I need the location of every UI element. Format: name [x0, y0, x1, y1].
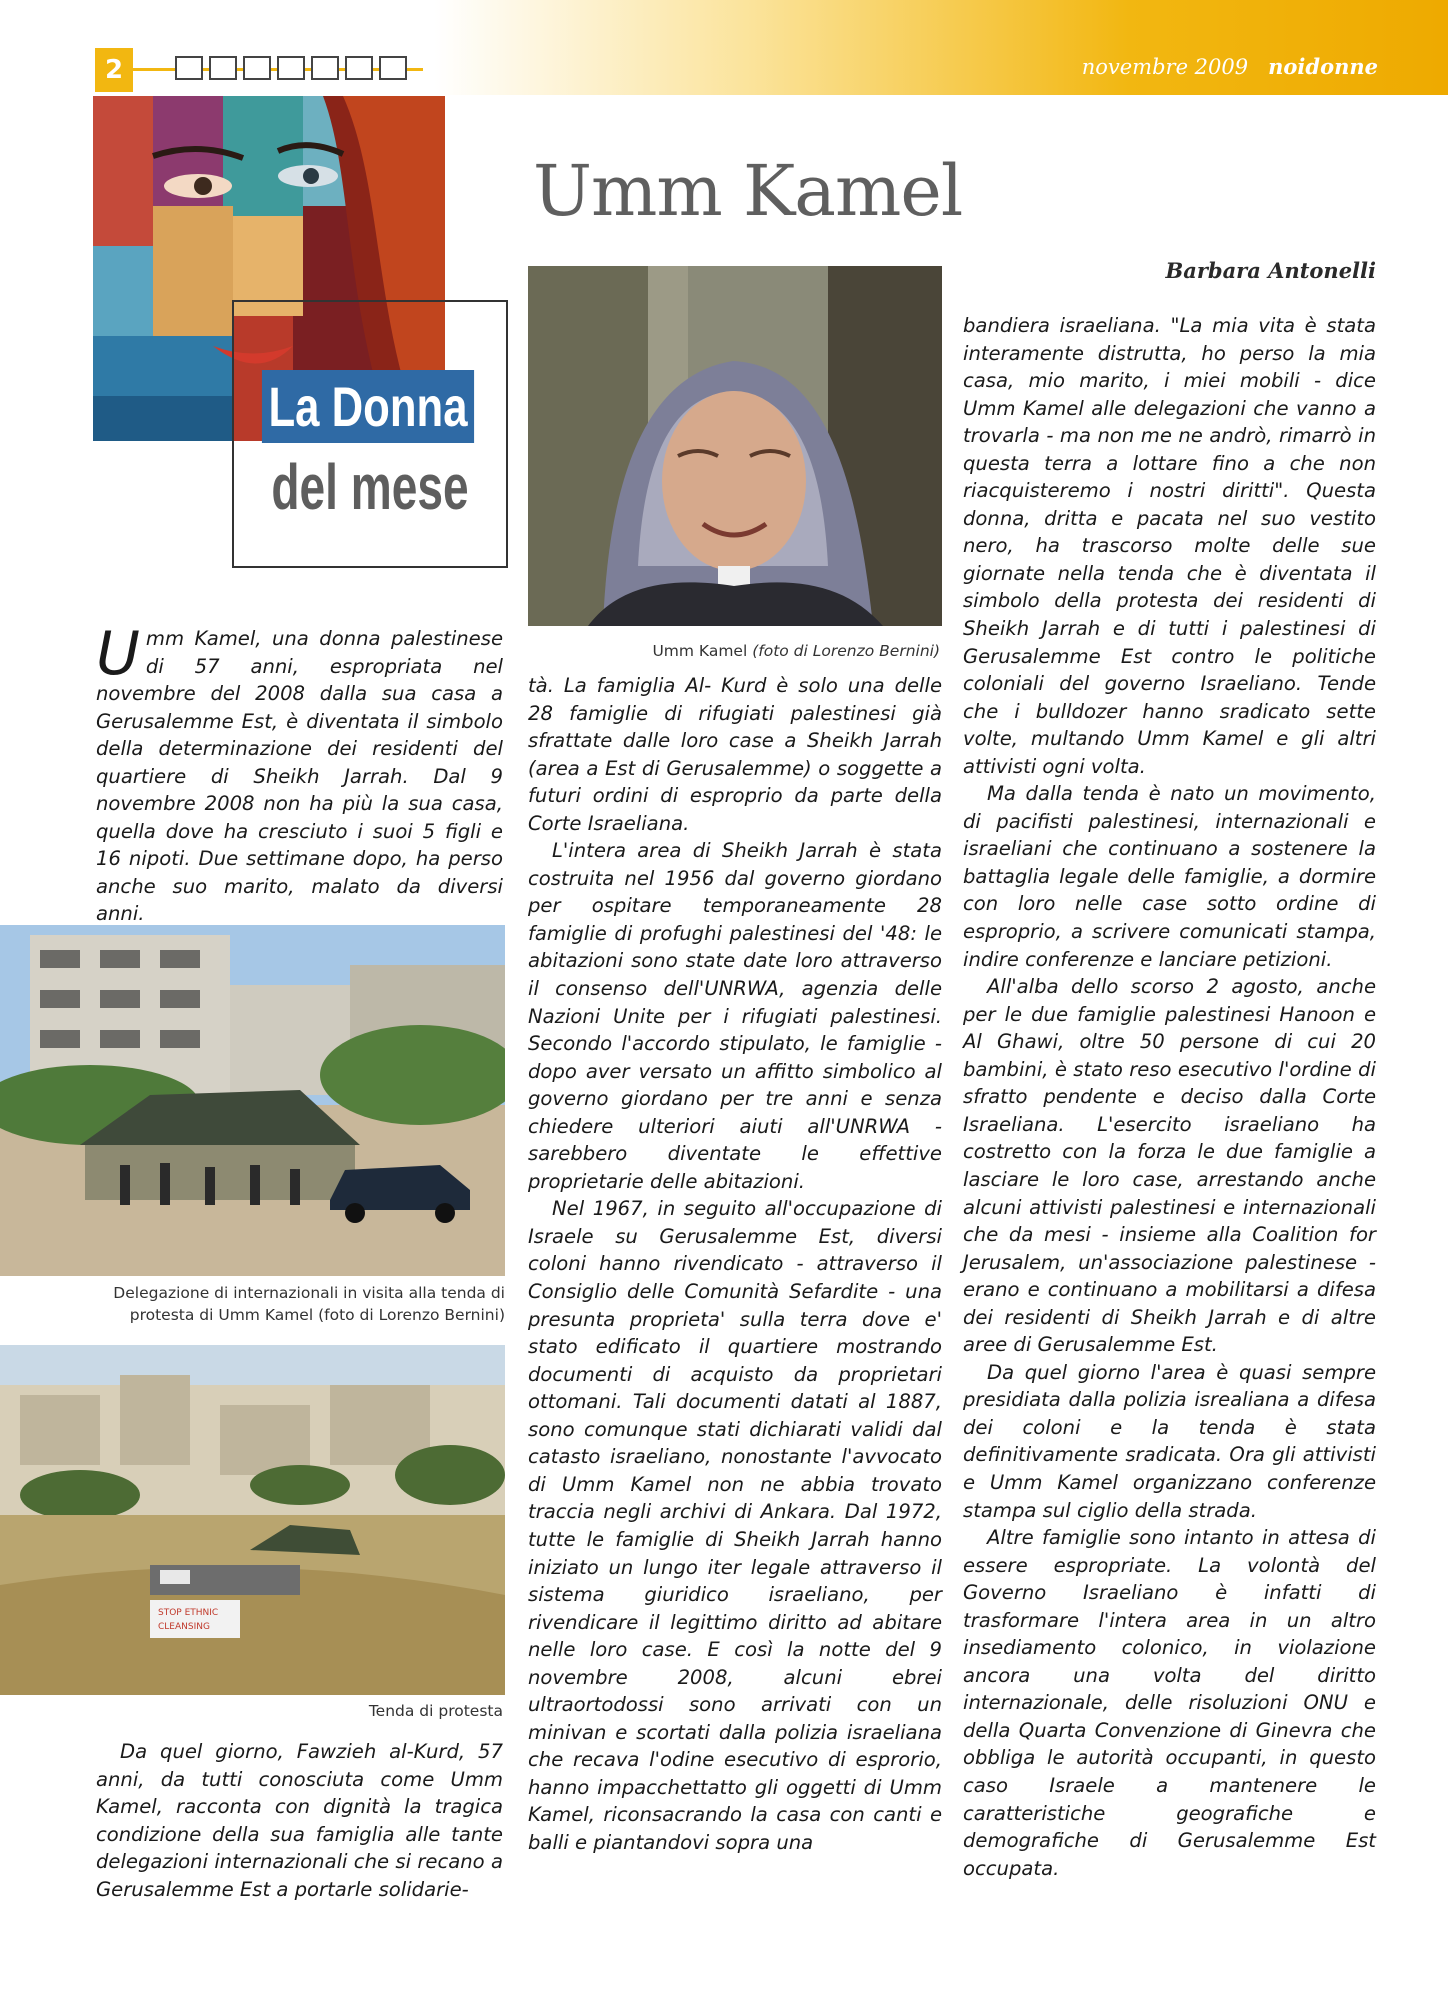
header-issue-info: [1082, 54, 1378, 79]
photo-protest-tent: [0, 1345, 505, 1695]
photo-caption-umm-kamel: [540, 640, 940, 662]
paragraph: bandiera israeliana. "La mia vita è stata interamente distrutta, ho perso la mia casa, mio marito, i miei mobili - dice Umm Kamel alle delegazioni che vanno a trovarla - ma non me ne andrò, rimarrò in questa terra a lottare fino a che non riacquisteremo i nostri diritti". Questa donna, dritta e pacata nel suo vestito nero, ha trascorso molte delle sue giornate nella tenda che è diventata il simbolo della protesta dei residenti di Sheikh Jarrah e di tutti i palestinesi di Gerusalemme Est contro le politiche coloniali del governo Israeliano. Tende che i bulldozer hanno sradicato sette volte, multando Umm Kamel e gli altri attivisti ogni volta.: [963, 314, 1376, 778]
drop-cap: U: [96, 619, 140, 689]
paragraph: All'alba dello scorso 2 agosto, anche per le due famiglie palestinesi Hanoon e Al Ghawi, oltre 50 persone di cui 20 bambini, è stato reso esecutivo l'ordine di sfratto pendente e deciso dalla Corte Israeliana. L'esercito israeliano ha costretto con la forza le due famiglie a lasciare le loro case, arrestando anche alcuni attivisti palestinesi e internazionali che da mesi - insieme alla Coalition for Jerusalem, un'associazione palestinese - erano e continuano a mobilitarsi a difesa dei residenti di Sheikh Jarrah e di altre aree di Gerusalemme Est.: [963, 975, 1376, 1357]
issue-date: novembre 2009: [1081, 55, 1249, 79]
feature-badge-subtitle: del mese: [271, 451, 469, 523]
article-title: Umm Kamel: [533, 150, 963, 232]
caption-delegation-line1: Delegazione di internazionali in visita alla tenda di: [113, 1284, 505, 1302]
feature-badge-title: La Donna: [262, 370, 474, 443]
caption-delegation-line2: protesta di Umm Kamel (foto di Lorenzo Bernini): [129, 1306, 505, 1324]
article-column-2: [528, 672, 942, 1857]
photo-delegation-tent: [0, 925, 505, 1276]
paragraph: Nel 1967, in seguito all'occupazione di Israele su Gerusalemme Est, diversi coloni hanno rivendicato - attraverso il Consiglio delle Comunità Sefardite - una presunta proprieta' sulla terra dove e' stato edificato il quartiere mostrando documenti di acquisto da proprietari ottomani. Tali documenti datati al 1887, sono comunque stati dichiarati validi dal catasto israeliano, nonostante l'avvocato di Umm Kamel non ne abbia trovato traccia negli archivi di Ankara. Dal 1972, tutte le famiglie di Sheikh Jarrah hanno iniziato un lungo iter legale attraverso il sistema giuridico israeliano, per rivendicare il legittimo diritto ad abitare nelle loro case. E così la notte del 9 novembre 2008, alcuni ebrei ultraortodossi sono arrivati con un minivan e scortati dalla polizia israeliana che recava l'odine esecutivo di esprorio, hanno impacchettatto gli oggetti di Umm Kamel, riconsacrando la casa con canti e balli e piantandovi sopra una: [528, 1197, 942, 1854]
section-boxes-ornament: [175, 56, 407, 80]
article-column-1: [96, 1738, 503, 1903]
paragraph: L'intera area di Sheikh Jarrah è stata costruita nel 1956 dal governo giordano per ospitare temporaneamente 28 famiglie di profughi palestinesi del '48: le abitazioni sono state date loro attraverso il consenso dell'UNRWA, agenzia delle Nazioni Unite per i rifugiati palestinesi. Secondo l'accordo stipulato, le famiglie - dopo aver versato un affitto simbolico al governo giordano per tre anni e senza chiedere ulteriori aiuti all'UNRWA - sarebbero diventate le effettive proprietarie delle abitazioni.: [528, 839, 942, 1193]
page-number: 2: [95, 48, 133, 92]
caption-credit: (foto di Lorenzo Bernini): [752, 642, 940, 660]
byline: Barbara Antonelli: [1165, 258, 1376, 283]
paragraph: Da quel giorno, Fawzieh al-Kurd, 57 anni, da tutti conosciuta come Umm Kamel, racconta con dignità la tragica condizione della sua famiglia alle tante delegazioni internazionali che si recano a Gerusalemme Est a portarle solidarie-: [96, 1740, 503, 1901]
photo-caption-delegation: [40, 1282, 505, 1326]
magazine-name: noidonne: [1268, 54, 1378, 79]
header-band: [0, 0, 1448, 95]
photo-umm-kamel: [528, 266, 942, 626]
intro-text: mm Kamel, una donna palestinese di 57 anni, espropriata nel novembre del 2008 dalla sua casa a Gerusalemme Est, è diventata il simbolo della determinazione dei residenti del quartiere di Sheikh Jarrah. Dal 9 novembre 2008 non ha più la sua casa, quella dove ha cresciuto i suoi 5 figli e 16 nipoti. Due settimane dopo, ha perso anche suo marito, malato da diversi anni.: [96, 627, 503, 926]
article-column-3: [963, 312, 1376, 1882]
article-intro: [96, 619, 503, 928]
paragraph: tà. La famiglia Al- Kurd è solo una delle 28 famiglie di rifugiati palestinesi già sfrattate dalle loro case a Sheikh Jarrah (area a Est di Gerusalemme) o soggette a futuri ordini di esproprio da parte della Corte Israeliana.: [528, 674, 942, 835]
paragraph: Altre famiglie sono intanto in attesa di essere espropriate. La volontà del Governo Israeliano è infatti di trasformare l'intera area in un altro insediamento colonico, in violazione ancora una volta del diritto internazionale, delle risoluzioni ONU e della Quarta Convenzione di Ginevra che obbliga le autorità occupanti, in questo caso Israele a mantenere le caratteristiche geografiche e demografiche di Gerusalemme Est occupata.: [963, 1526, 1376, 1880]
paragraph: Ma dalla tenda è nato un movimento, di pacifisti palestinesi, internazionali e israeliani che continuano a sostenere la battaglia legale delle famiglie, a dormire con loro nelle case sotto ordine di esproprio, a scrivere comunicati stampa, indire conferenze e lanciare petizioni.: [963, 782, 1376, 971]
caption-name: Umm Kamel: [652, 642, 748, 660]
sign-text-line1: STOP ETHNIC: [158, 1608, 219, 1618]
paragraph: Da quel giorno l'area è quasi sempre presidiata dalla polizia isrealiana a difesa dei coloni e la tenda è stata definitivamente sradicata. Ora gli attivisti e Umm Kamel organizzano conferenze stampa sul ciglio della strada.: [963, 1360, 1376, 1522]
photo-caption-tent: Tenda di protesta: [368, 1702, 503, 1720]
sign-text-line2: CLEANSING: [158, 1622, 210, 1632]
